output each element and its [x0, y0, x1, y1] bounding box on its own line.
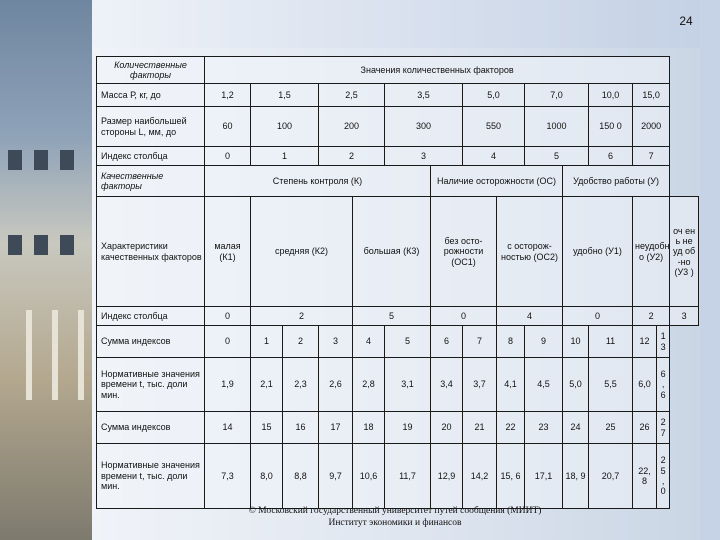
cell: 20	[431, 412, 463, 444]
cell: 6,0	[633, 358, 657, 412]
cell: 7,0	[525, 84, 589, 107]
background-building-photo	[0, 0, 92, 540]
cell: 15,0	[633, 84, 670, 107]
cell: оч ен ь не уд об-но (У3 )	[670, 197, 699, 307]
sum-label: Сумма индексов	[97, 412, 205, 444]
cell: 12,9	[431, 444, 463, 509]
quant-values-header: Значения количественных факторов	[205, 57, 670, 84]
footer-institute: Институт экономики и финансов	[328, 517, 462, 528]
cell: 5	[525, 147, 589, 166]
cell: 2000	[633, 107, 670, 147]
cell: 300	[385, 107, 463, 147]
cell: 2,8	[353, 358, 385, 412]
cell: 2,6	[319, 358, 353, 412]
qual-header-row	[97, 166, 699, 197]
cell: 17	[319, 412, 353, 444]
size-row	[97, 107, 699, 147]
cell: без осто-рожности (ОС1)	[431, 197, 497, 307]
footer-copyright: © Московский государственный университет путей сообщения (МИИТ)	[248, 506, 542, 516]
footer	[180, 506, 610, 530]
cell: 2	[283, 326, 319, 358]
cell: 3,5	[385, 84, 463, 107]
index-label: Индекс столбца	[97, 307, 205, 326]
cell: 11	[589, 326, 633, 358]
cell: малая (К1)	[205, 197, 251, 307]
cell: 100	[251, 107, 319, 147]
cell: 10	[563, 326, 589, 358]
norm-label: Нормативные значения времени t, тыс. доли мин.	[97, 358, 205, 412]
index-row-1	[97, 147, 699, 166]
cell: 200	[319, 107, 385, 147]
cell: 550	[463, 107, 525, 147]
cell: 2,1	[251, 358, 283, 412]
cell: 4	[353, 326, 385, 358]
cell: 11,7	[385, 444, 431, 509]
index-row-2	[97, 307, 699, 326]
norm-label: Нормативные значения времени t, тыс. доли мин.	[97, 444, 205, 509]
caution-header: Наличие осторожности (ОС)	[431, 166, 563, 197]
cell: 2,5	[319, 84, 385, 107]
cell: 2 5 , 0	[657, 444, 670, 509]
cell: 0	[205, 147, 251, 166]
cell: 16	[283, 412, 319, 444]
characteristics-label: Характеристики качественных факторов	[97, 197, 205, 307]
cell: 18	[353, 412, 385, 444]
header-bar	[92, 0, 720, 48]
cell: 18, 9	[563, 444, 589, 509]
cell: 3,7	[463, 358, 497, 412]
cell: 0	[563, 307, 633, 326]
cell: 1 3	[657, 326, 670, 358]
header-row	[97, 57, 699, 84]
cell: 22	[497, 412, 525, 444]
qual-factors-header: Качественные факторы	[97, 166, 205, 197]
sum-label: Сумма индексов	[97, 326, 205, 358]
mass-label: Масса Р, кг, до	[97, 84, 205, 107]
cell: 1,5	[251, 84, 319, 107]
cell: 9	[525, 326, 563, 358]
norm-row-1	[97, 358, 699, 412]
cell: 21	[463, 412, 497, 444]
cell: 19	[385, 412, 431, 444]
cell: 1	[251, 147, 319, 166]
right-decor-bar	[700, 0, 720, 540]
cell: 10,0	[589, 84, 633, 107]
cell: 10,6	[353, 444, 385, 509]
norm-row-2	[97, 444, 699, 509]
cell: 6	[589, 147, 633, 166]
cell: 2 7	[657, 412, 670, 444]
cell: 2	[319, 147, 385, 166]
cell: 0	[431, 307, 497, 326]
cell: 25	[589, 412, 633, 444]
cell: большая (К3)	[353, 197, 431, 307]
index-label: Индекс столбца	[97, 147, 205, 166]
cell: 6 , 6	[657, 358, 670, 412]
cell: 0	[205, 307, 251, 326]
cell: 4,1	[497, 358, 525, 412]
cell: неудобн о (У2)	[633, 197, 670, 307]
cell: 1,9	[205, 358, 251, 412]
sum-row-2	[97, 412, 699, 444]
cell: 15	[251, 412, 283, 444]
cell: 3	[319, 326, 353, 358]
sum-row-1	[97, 326, 699, 358]
cell: 6	[431, 326, 463, 358]
cell: 2	[633, 307, 670, 326]
quant-factors-header: Количественные факторы	[97, 57, 205, 84]
cell: 5	[385, 326, 431, 358]
cell: 12	[633, 326, 657, 358]
cell: 8,8	[283, 444, 319, 509]
cell: 7,3	[205, 444, 251, 509]
cell: 5,5	[589, 358, 633, 412]
cell: 3	[670, 307, 699, 326]
mass-row	[97, 84, 699, 107]
cell: 20,7	[589, 444, 633, 509]
cell: 7	[463, 326, 497, 358]
page-number: 24	[679, 14, 693, 28]
cell: 14,2	[463, 444, 497, 509]
cell: 14	[205, 412, 251, 444]
cell: 8	[497, 326, 525, 358]
cell: 22, 8	[633, 444, 657, 509]
cell: 2,3	[283, 358, 319, 412]
cell: 4	[497, 307, 563, 326]
norm-time-table	[96, 56, 699, 509]
cell: 150 0	[589, 107, 633, 147]
characteristics-row	[97, 197, 699, 307]
cell: 5,0	[463, 84, 525, 107]
cell: 2	[251, 307, 353, 326]
cell: 17,1	[525, 444, 563, 509]
cell: 26	[633, 412, 657, 444]
convenience-header: Удобство работы (У)	[563, 166, 670, 197]
cell: 1000	[525, 107, 589, 147]
cell: 0	[205, 326, 251, 358]
cell: 4,5	[525, 358, 563, 412]
cell: 5,0	[563, 358, 589, 412]
cell: 8,0	[251, 444, 283, 509]
cell: 15, 6	[497, 444, 525, 509]
cell: с осторож-ностью (ОС2)	[497, 197, 563, 307]
cell: 23	[525, 412, 563, 444]
cell: удобно (У1)	[563, 197, 633, 307]
cell: 5	[353, 307, 431, 326]
cell: средняя (К2)	[251, 197, 353, 307]
cell: 3,1	[385, 358, 431, 412]
cell: 4	[463, 147, 525, 166]
control-degree-header: Степень контроля (К)	[205, 166, 431, 197]
cell: 1	[251, 326, 283, 358]
cell: 24	[563, 412, 589, 444]
cell: 60	[205, 107, 251, 147]
cell: 9,7	[319, 444, 353, 509]
cell: 1,2	[205, 84, 251, 107]
cell: 7	[633, 147, 670, 166]
cell: 3,4	[431, 358, 463, 412]
size-label: Размер наибольшей стороны L, мм, до	[97, 107, 205, 147]
cell: 3	[385, 147, 463, 166]
